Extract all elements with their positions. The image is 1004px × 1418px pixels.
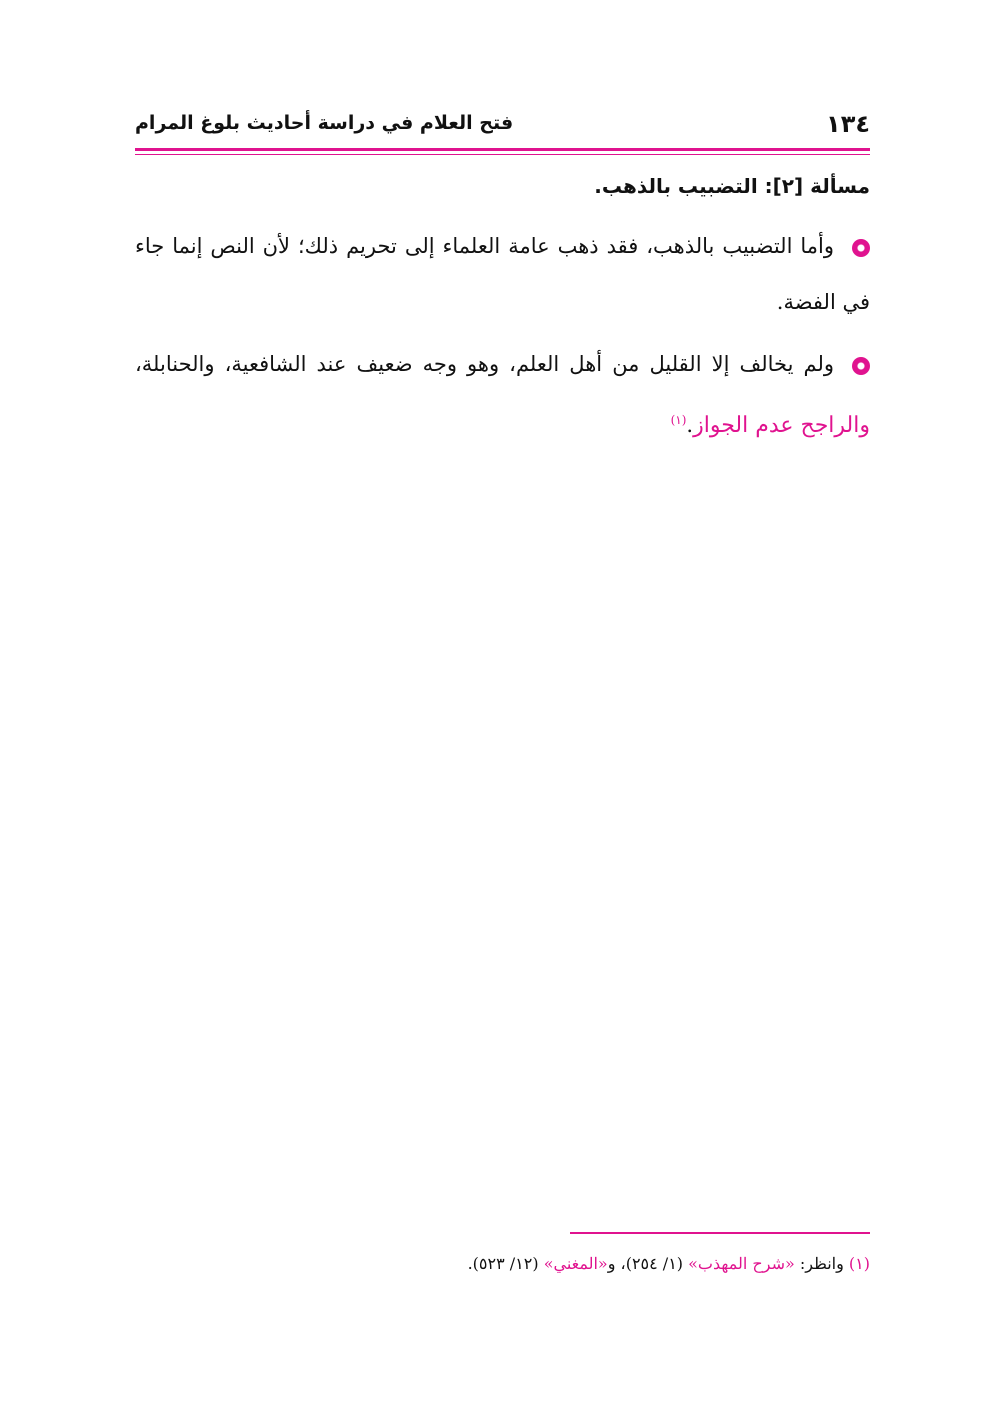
paragraph-text: وأما التضبيب بالذهب، فقد ذهب عامة العلماء إلى تحريم ذلك؛ لأن النص إنما جاء في الفضة. [135,234,870,314]
page-number: ١٣٤ [826,110,870,138]
paragraph [135,218,870,330]
paragraph [135,336,870,454]
footnote-separator [570,1232,870,1234]
period: . [686,413,694,437]
header-rule-thin [135,154,870,155]
book-title: فتح العلام في دراسة أحاديث بلوغ المرام [135,112,514,134]
issue-heading: مسألة [٢]: التضبيب بالذهب. [594,174,870,198]
footnote-number: (١) [848,1254,870,1273]
footnote-ref[interactable]: (١) [670,413,687,427]
footnote-book-title: «المغني» [543,1254,608,1273]
footnote [135,1254,870,1273]
footnote-lead: وانظر: [794,1254,849,1273]
flower-bullet-icon [852,357,870,375]
highlighted-conclusion: والراجح عدم الجواز [693,413,870,438]
header-rule-thick [135,148,870,151]
running-header [135,110,870,144]
footnote-reference: (١/ ٢٥٤)، و [607,1254,689,1273]
footnote-reference: (١٢/ ٥٢٣). [467,1254,544,1273]
flower-bullet-icon [852,239,870,257]
paragraph-text: ولم يخالف إلا القليل من أهل العلم، وهو وجه ضعيف عند الشافعية، والحنابلة، [135,352,834,376]
main-text [135,168,870,460]
footnote-book-title: «شرح المهذب» [688,1254,795,1273]
